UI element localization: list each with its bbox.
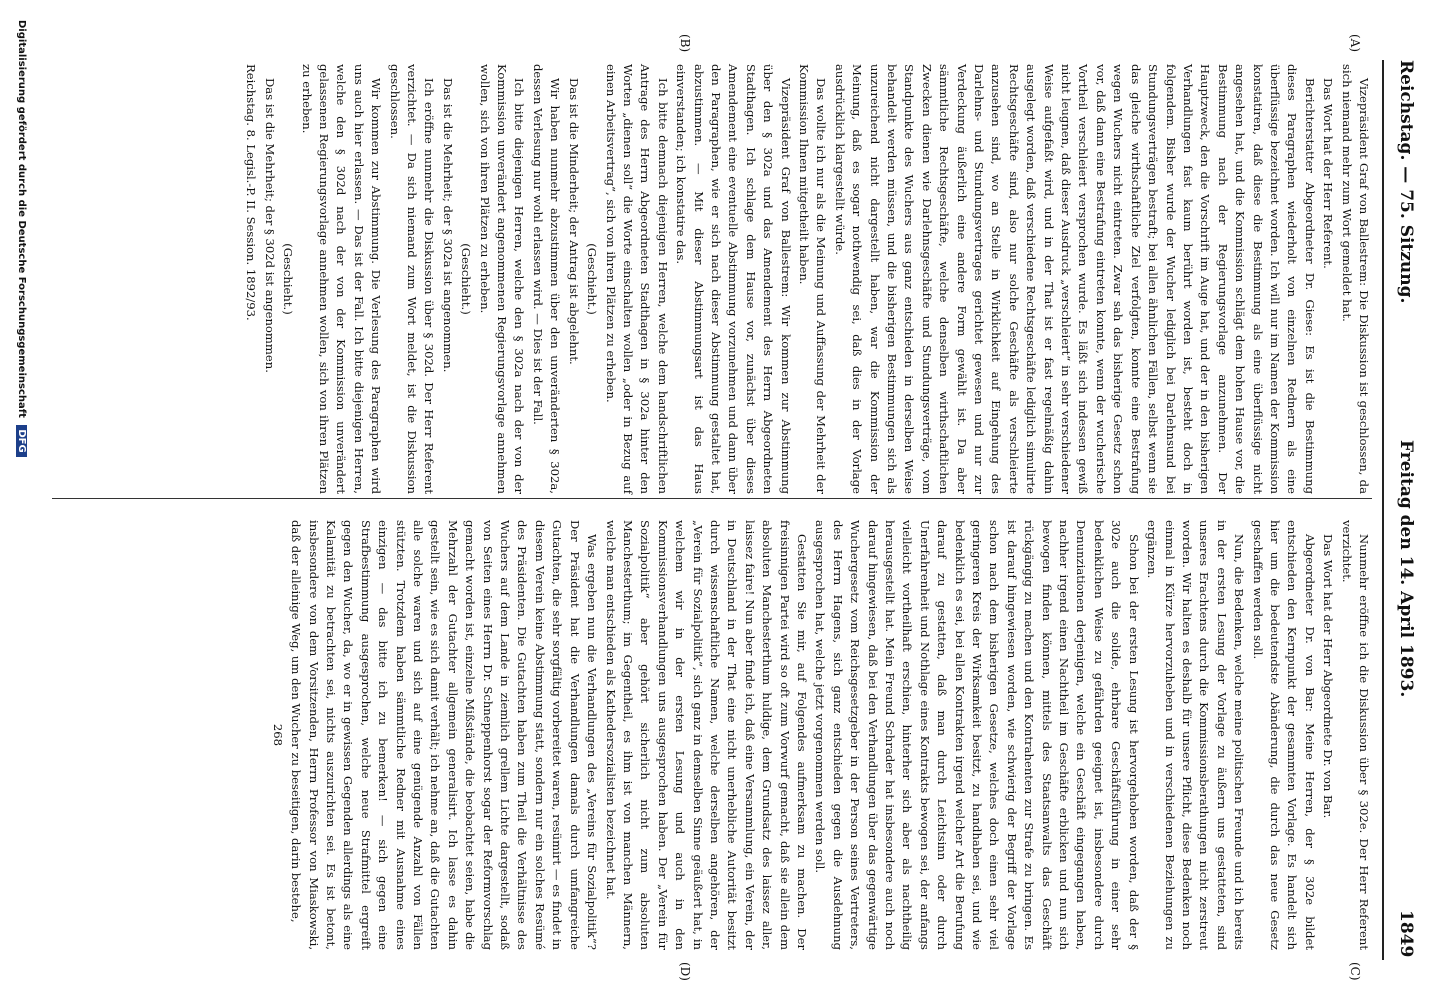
paragraph: (Geschieht.) [459,243,474,315]
paragraph: Nunmehr eröffne ich die Diskussion über § 302e. Der Herr Referent verzichtet. [1339,520,1371,950]
right-column [267,520,1372,950]
page-number: 1849 [1396,910,1416,958]
dfg-logo: DFG [16,425,27,456]
paragraph: Ich bitte demnach diejenigen Herren, welche dem handschriftlichen Antrage des Herrn Abgeordneten Stadthagen in § 302a hinter den Worten „dienen soll“ die Worte einschalten wollen „oder in Bezug auf einen Arbeitsvertrag“, sich von ihren Plätzen zu erheben. [603,64,670,494]
paragraph: Was ergeben nun die Verhandlungen des „Vereins für Sozialpolitik“? Der Präsident hat die Verhandlungen damals durch umfangreiche Gutachten, die sehr sorgfältig vorbereitet waren, resümirt — es findet in diesem Verein keine Abstimmung statt, sondern nur ein solches Resümé des Präsidenten. Die Gutachten haben zum Theil die Verhältnisse des Wuchers auf dem Lande in ziemlich grellem Lichte dargestellt, sodaß von Seiten eines Herrn Dr. Schneppenhorst sogar der Reformvorschlag gemacht worden ist, einzelne Mißstände, die beobachtet seien, habe die Mehrzahl der Gutachter allgemein generalisirt. Ich lasse es dahin gestellt sein, wie es sich damit verhält; ich nehme an, daß die Gutachten alle solche waren und sich auf eine genügende Anzahl von Fällen stützten. Trotzdem haben sämmtliche Redner mit Ausnahme eines einzigen — das bitte ich zu bemerken! — sich gegen eine Strafbestimmung ausgesprochen, welche neue Strafmittel ergreift gegen den Wucher, da, wo er in gewissen Gegenden allerdings als eine Kalamität zu betrachten sei, nichts auszurichten sei. Es ist betont, insbesondere von dem Vorsitzenden, Herrn Professor von Miaskowski, daß der alleinige Weg, um den Wucher zu beseitigen, darin bestehe, [289,520,600,950]
marker-d: (D) [678,962,692,981]
paragraph: Das wollte ich nur als die Meinung und Auffassung der Mehrheit der Kommission Ihnen mitgetheilt haben. [797,64,829,494]
marker-b: (B) [678,34,692,53]
digitization-note: Digitalisierung gefördert durch die Deutsche Forschungsgemeinschaft [16,20,27,418]
paragraph: Berichterstatter Abgeordneter Dr. Giese: Es ist die Bestimmung dieses Paragraphen wiederholt von einzelnen Rednern als eine überflüssige bezeichnet worden. Ich will nur im Namen der Kommission konstatiren, daß diese die Bestimmung als eine überflüssige nicht angesehen hat, und die Kommission schlägt dem hohen Hause vor, die Bestimmung nach der Regierungsvorlage anzunehmen. Der Hauptzweck, den die Vorschrift im Auge hat, und der in den bisherigen Verhandlungen fast kaum berührt worden ist, besteht doch in folgendem. Bisher wurde der Wucher lediglich bei Darlehnsund bei Stundungsverträgen bestraft; bei allen ähnlichen Fällen, selbst wenn sie das gleiche wirthschaftliche Ziel verfolgten, konnte eine Bestrafung wegen Wuchers nicht eintreten. Zwar sah das bisherige Gesetz schon vor, daß dann eine Bestrafung eintreten konnte, wenn der wucherische Vortheil verschleiert versprochen wurde. Es läßt sich indessen gewiß nicht leugnen, daß dieser Ausdruck „verschleiert“ in sehr verschiedener Weise aufgefaßt wird, und in der That ist er fast regelmäßig dahin ausgelegt worden, daß verschiedene Rechtsgeschäfte lediglich simulirte Rechtsgeschäfte sind, also nur solche Geschäfte als verschleierte anzusehen sind, wo an Stelle in Wirklichkeit auf Eingehung des Darlehns- und Stundungsvertrages gerichtet gewesen und nur zur Verdeckung äußerlich eine andere Form gewählt ist. Da aber sämmtliche Rechtsgeschäfte, welche denselben wirthschaftlichen Zwecken dienen wie Darlehnsgeschäfte und Stundungsverträge, vom Standpunkte des Wuchers aus ganz entschieden in derselben Weise behandelt werden müssen, und die bisherigen Bestimmungen sich als unzureichend nicht dargestellt haben, war die Kommission der Meinung, daß es sogar nothwendig sei, daß dies in der Vorlage ausdrücklich klargestellt würde. [832,64,1317,494]
paragraph: Reichstag. 8. Legisl.-P. II. Session. 1892/93. [244,64,259,321]
paragraph: Vizepräsident Graf von Ballestrem: Wir kommen zur Abstimmung über den § 302a und das Amendement des Herrn Abgeordneten Stadthagen. Ich schlage dem Hause vor, zunächst über dieses Amendement eine eventuelle Abstimmung vorzunehmen und dann über den Paragraphen, wie er sich nach dieser Abstimmung gestaltet hat, abzustimmen. — Mit dieser Abstimmungsart ist das Haus einverstanden; ich konstatire das. [674,64,793,494]
paragraph: 268 [270,723,285,747]
header-date: Freitag den 14. April 1893. [1396,440,1416,698]
marker-a: (A) [1348,34,1362,53]
paragraph: Abgeordneter Dr. von Bar: Meine Herren, der § 302e bildet entschieden den Kernpunkt der gesammten Vorlage. Es handelt sich hier um die bedeutendste Abänderung, die durch das neue Gesetz geschaffen werden soll. [1250,520,1317,950]
paragraph: Wir haben nunmehr abzustimmen über den unveränderten § 302a, dessen Verlesung nur wohl erlassen wird. — Dies ist der Fall. [530,64,563,494]
header-rule [1382,60,1384,960]
paragraph: (Geschieht.) [281,243,296,315]
paragraph: (Geschieht.) [585,243,600,315]
paragraph: Das ist die Mehrheit; der § 302d ist angenommen. [262,78,277,373]
paragraph: Ich bitte diejenigen Herren, welche den § 302a nach der von der Kommission unverändert angenommenen Regierungsvorlage annehmen wollen, sich von ihren Plätzen zu erheben. [477,64,527,494]
header-left: Reichstag. — 75. Sitzung. [1396,60,1416,304]
paragraph: Nun, die Bedenken, welche meine politischen Freunde und ich bereits in der ersten Lesung der Vorlage zu äußern uns gestatteten, sind unseres Erachtens durch die Kommissionsberathungen nicht zerstreut worden. Wir halten es deshalb für unsere Pflicht, diese Bedenken noch einmal in Kürze hervorzuheben und in verschiedenen Beziehungen zu ergänzen. [1145,520,1247,950]
paragraph: Ich eröffne nunmehr die Diskussion über § 302d. Der Herr Referent verzichtet. — Da sich niemand zum Wort meldet, ist die Diskussion geschlossen. [387,64,437,494]
paragraph: Das ist die Mehrheit; der § 302a ist angenommen. [440,78,455,373]
paragraph: Das Wort hat der Herr Referent. [1321,78,1336,269]
paragraph: Wir kommen zur Abstimmung. Die Verlesung des Paragraphen wird uns auch hier erlassen. — Das ist der Fall. Ich bitte diejenigen Herren, welche den § 302d nach der von der Kommission unverändert gelassenen Regierungsvorlage annehmen wollen, sich von ihren Plätzen zu erheben. [299,64,384,494]
paragraph: Das Wort hat der Herr Abgeordnete Dr. von Bar. [1321,534,1336,819]
paragraph: Das ist die Minderheit; der Antrag ist abgelehnt. [566,78,581,365]
marker-c: (C) [1348,962,1362,981]
digitization-credit [7,20,27,980]
paragraph: Gestatten Sie mir, auf Folgendes aufmerksam zu machen. Der freisinnigen Partei wird so oft zum Vorwurf gemacht, daß sie allein dem absoluten Manchesterthum huldige, dem Grundsatz des laissez aller, laissez faire! Nun aber finde ich, daß eine Versammlung, ein Verein, der in Deutschland in der That eine nicht unerhebliche Autorität besitzt durch wissenschaftliche Namen, welche derselben angehören, der „Verein für Sozialpolitik“, sich ganz in demselben Sinne geäußert hat, in welchem wir in der ersten Lesung und auch in den Kommissionsverhandlungen uns ausgesprochen haben. Der „Verein für Sozialpolitik“ aber gehört sicherlich nicht zum absoluten Manchesterthum; im Gegentheil, es ihm ist von manchen Männern, welche man entschieden als Kathedersozialisten bezeichnet hat. [603,520,809,950]
paragraph: Schon bei der ersten Lesung ist hervorgehoben worden, daß der § 302e auch die solide, ehrbare Geschäftsführung in einer sehr bedenklichen Weise zu gefährden geeignet ist, insbesondere durch Denunziationen derjenigen, welche ein Geschäft eingegangen haben, nachher irgend einen Nachtheil im Geschäfte erblicken und nun sich bewogen finden können, mittels des Staatsanwalts das Geschäft rückgängig zu machen und den Kontrahenten zur Strafe zu bringen. Es ist darauf hingewiesen worden, wie schwierig der Begriff der Vorlage schon nach dem bisherigen Gesetze, welches doch einen sehr viel geringeren Kreis der Wirksamkeit besitzt, zu handhaben sei, und wie bedenklich es sei, bei allen Kontrakten irgend welcher Art die Berufung darauf zu gestatten, daß man durch Leichtsinn oder durch Unerfahrenheit und Nothlage eines Kontrakts bewogen sei, der anfangs vielleicht vortheilhaft erschien, hinterher sich aber als nachtheilig herausgestellt hat. Mein Freund Schrader hat insbesondere auch noch darauf hingewiesen, daß bei den Verhandlungen über das gegenwärtige Wuchergesetz vom Reichsgesetzgeber in der Person seines Vertreters, des Herrn Hagens, sich ganz entschieden gegen die Ausdehnung ausgesprochen hat, welche jetzt vorgenommen werden soll. [813,520,1141,950]
paragraph: Vizepräsident Graf von Ballestrem: Die Diskussion ist geschlossen, da sich niemand mehr zum Wort gemeldet hat. [1339,64,1371,494]
column-divider [52,498,1372,499]
left-column [241,64,1372,494]
page-header [1386,60,1416,960]
